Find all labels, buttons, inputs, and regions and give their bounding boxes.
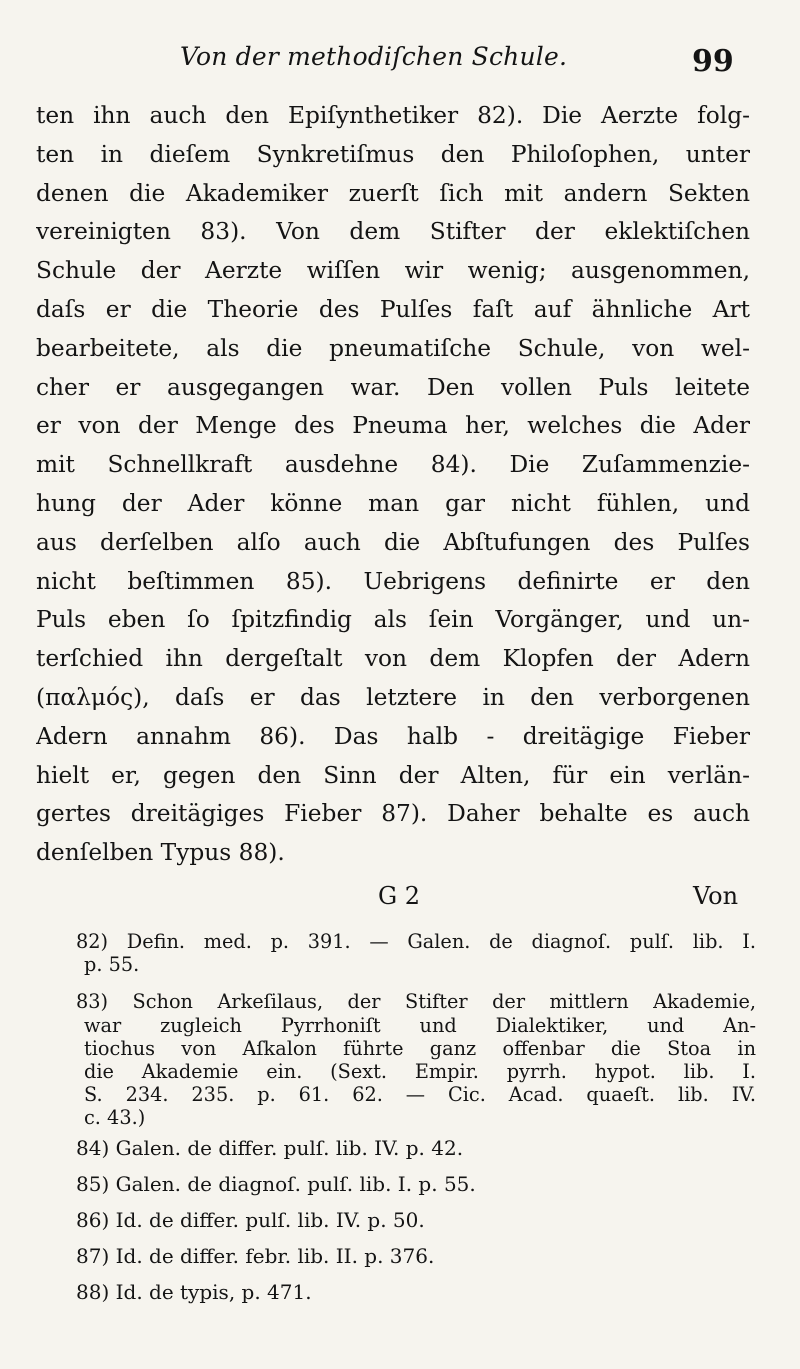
body-line: Schule der Aerzte wiſſen wir wenig; ausgenommen, xyxy=(36,257,750,285)
footnote-line: p. 55. xyxy=(84,953,140,977)
footnote-line: die Akademie ein. (Sext. Empir. pyrrh. hypot. lib. I. xyxy=(84,1059,756,1083)
body-text xyxy=(36,97,750,873)
running-title: Von der methodiſchen Schule. xyxy=(180,42,568,71)
body-line: nicht beſtimmen 85). Uebrigens definirte er den xyxy=(36,567,750,595)
body-line: denen die Akademiker zuerſt ſich mit andern Sekten xyxy=(36,179,750,207)
body-line: ten in dieſem Synkretiſmus den Philoſophen, unter xyxy=(36,140,750,168)
body-line: Adern annahm 86). Das halb - dreitägige Fieber xyxy=(36,722,750,750)
page-number: 99 xyxy=(692,44,734,79)
footnote-84: 84) Galen. de differ. pulſ. lib. IV. p. 42. xyxy=(76,1135,464,1160)
body-line: mit Schnellkraft ausdehne 84). Die Zuſammenzie- xyxy=(36,451,750,479)
footnote-82 xyxy=(76,930,756,976)
body-line: cher er ausgegangen war. Den vollen Puls leitete xyxy=(36,373,750,401)
footnote-88: 88) Id. de typis, p. 471. xyxy=(76,1279,312,1304)
body-line: terſchied ihn dergeſtalt von dem Klopfen der Adern xyxy=(36,645,750,673)
body-line: hung der Ader könne man gar nicht fühlen, und xyxy=(36,489,750,517)
body-line: vereinigten 83). Von dem Stifter der eklektiſchen xyxy=(36,218,750,246)
body-line: aus derſelben alſo auch die Abſtufungen des Pulſes xyxy=(36,528,750,556)
body-line: gertes dreitägiges Fieber 87). Daher behalte es auch xyxy=(36,800,750,828)
body-line: (παλμός), daſs er das letztere in den verborgenen xyxy=(36,683,750,711)
body-line: er von der Menge des Pneuma her, welches die Ader xyxy=(36,412,750,440)
signature-line xyxy=(0,882,800,918)
body-line: bearbeitete, als die pneumatiſche Schule, von wel- xyxy=(36,334,750,362)
footnote-line: S. 234. 235. p. 61. 62. — Cic. Acad. quaeſt. lib. IV. xyxy=(84,1083,756,1107)
body-line: ten ihn auch den Epiſynthetiker 82). Die Aerzte folg- xyxy=(36,102,750,129)
catchword: Von xyxy=(693,882,739,910)
footnote-line: 82) Defin. med. p. 391. — Galen. de diagnoſ. pulſ. lib. I. xyxy=(76,930,756,953)
footnote-line: war zugleich Pyrrhoniſt und Dialektiker, und An- xyxy=(84,1013,756,1037)
body-line: denſelben Typus 88). xyxy=(36,839,285,867)
footnote-86: 86) Id. de differ. pulſ. lib. IV. p. 50. xyxy=(76,1207,425,1232)
footnote-83 xyxy=(76,990,756,1129)
signature-mark: G 2 xyxy=(378,882,421,910)
footnote-87: 87) Id. de differ. febr. lib. II. p. 376. xyxy=(76,1243,435,1268)
body-line: daſs er die Theorie des Pulſes faſt auf ähnliche Art xyxy=(36,295,750,323)
body-line: Puls eben ſo ſpitzfindig als ſein Vorgänger, und un- xyxy=(36,606,750,634)
footnote-line: tiochus von Aſkalon führte ganz offenbar die Stoa in xyxy=(84,1036,756,1060)
footnote-85: 85) Galen. de diagnoſ. pulſ. lib. I. p. 55. xyxy=(76,1171,476,1196)
page-header xyxy=(0,38,800,84)
footnote-line: 83) Schon Arkeſilaus, der Stifter der mittlern Akademie, xyxy=(76,990,756,1014)
footnote-line: c. 43.) xyxy=(84,1106,146,1130)
footnotes xyxy=(76,930,756,1310)
body-line: hielt er, gegen den Sinn der Alten, für ein verlän- xyxy=(36,761,750,789)
